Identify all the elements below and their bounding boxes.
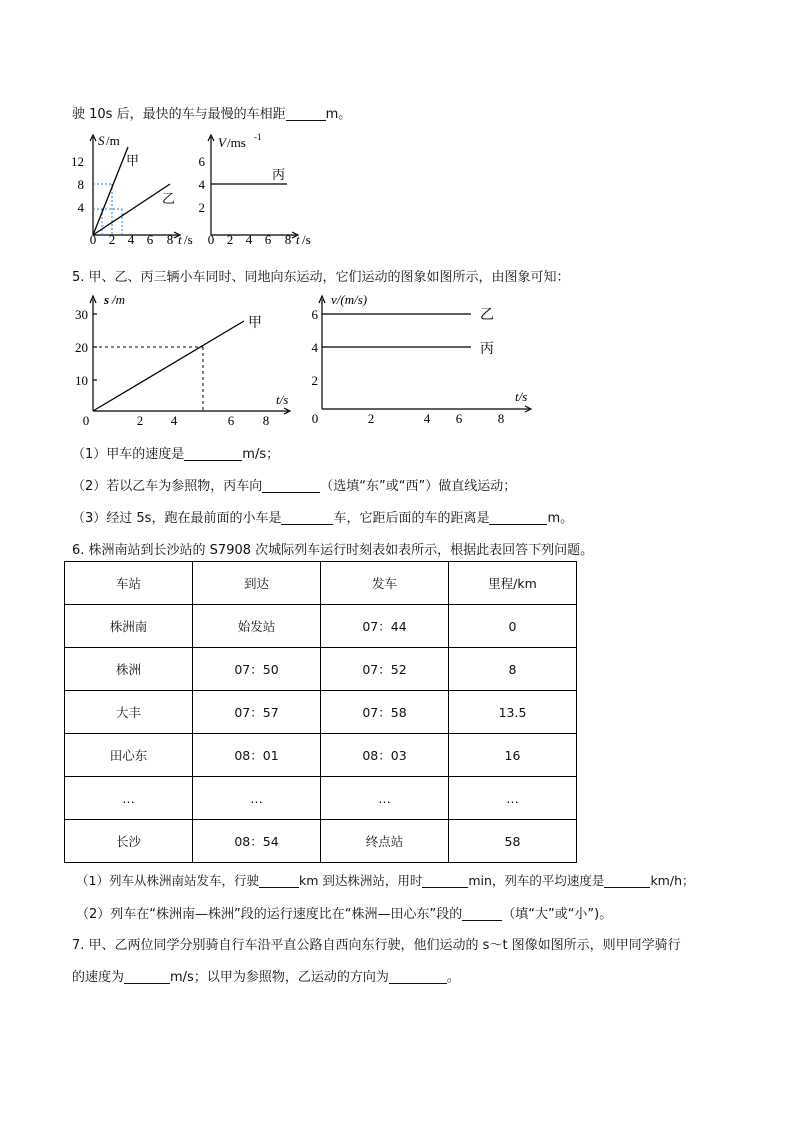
table-cell: 0	[449, 605, 577, 648]
series-yi-label: 乙	[162, 191, 176, 206]
axis-label-v: V	[218, 135, 226, 150]
xtick-label: 2	[226, 232, 234, 247]
axis-label-t-unit: /s	[184, 232, 193, 247]
table-cell: 07：50	[193, 648, 321, 691]
q5-sub1-unit: m/s；	[242, 447, 280, 462]
q6-sub1-text: km 到达株洲站，用时	[298, 873, 423, 888]
ytick-label: 30	[75, 307, 88, 322]
series-yi-line	[93, 184, 170, 235]
series-yi-label: 乙	[480, 308, 494, 323]
xtick-label: 4	[170, 413, 178, 428]
table-cell: …	[449, 777, 577, 820]
q5-sub2-hint: （选填“东”或“西”）做直线运动；	[320, 479, 517, 494]
q4-vt-chart	[196, 131, 326, 246]
q5-sub3-mid: 车，它距后面的车的距离是	[333, 511, 490, 526]
ytick-label: 4	[311, 340, 318, 355]
table-row	[65, 691, 577, 734]
series-bing-label: 丙	[480, 342, 494, 357]
answer-blank[interactable]	[422, 873, 468, 888]
table-cell: 16	[449, 734, 577, 777]
answer-blank[interactable]	[286, 106, 326, 121]
axis-label-t: t/s	[276, 392, 289, 407]
ytick-label: 8	[77, 177, 84, 192]
table-row	[65, 734, 577, 777]
q6-sub2-text: （2）列车在“株洲南—株洲”段的运行速度比在“株洲—田心东”段的	[76, 907, 463, 922]
answer-blank[interactable]	[489, 510, 547, 525]
q6-stem: 6. 株洲南站到长沙站的 S7908 次城际列车运行时刻表如表所示，根据此表回答下列问题。	[72, 543, 594, 558]
q4-st-chart	[66, 131, 206, 246]
table-row	[65, 605, 577, 648]
table-header: 发车	[321, 562, 449, 605]
ytick-label: 2	[198, 200, 205, 215]
table-cell: 始发站	[193, 605, 321, 648]
table-cell: 大丰	[65, 691, 193, 734]
xtick-label: 2	[108, 232, 116, 247]
xtick-label: 2	[367, 411, 375, 426]
q7-text: 的速度为	[72, 970, 125, 985]
q6-sub1-unit: km/h；	[650, 873, 695, 888]
ytick-label: 20	[75, 340, 88, 355]
axis-label-t: t/s	[515, 389, 528, 404]
q6-sub1	[76, 871, 695, 889]
xtick-label: 8	[262, 413, 270, 428]
train-timetable	[64, 561, 577, 863]
xtick-label: 4	[423, 411, 431, 426]
axis-label-v: v/(m/s)	[331, 292, 368, 307]
axis-label-s-unit: /m	[112, 292, 125, 307]
xtick-label: 8	[166, 232, 174, 247]
q4-tail-text: 驶 10s 后，最快的车与最慢的车相距	[72, 107, 286, 122]
ytick-label: 6	[198, 154, 205, 169]
table-header: 车站	[65, 562, 193, 605]
axis-label-t: t	[178, 232, 182, 247]
table-cell: 株洲南	[65, 605, 193, 648]
q4-tail-unit: m。	[325, 107, 352, 122]
table-row	[65, 820, 577, 863]
table-cell: 08：01	[193, 734, 321, 777]
answer-blank[interactable]	[389, 969, 447, 984]
table-cell: 08：54	[193, 820, 321, 863]
table-cell: 13.5	[449, 691, 577, 734]
series-jia-label: 甲	[126, 153, 140, 168]
xtick-label: 0	[311, 411, 319, 426]
xtick-label: 4	[127, 232, 135, 247]
ytick-label: 6	[311, 307, 318, 322]
q5-vt-chart	[305, 291, 535, 426]
ytick-label: 2	[311, 373, 318, 388]
q7-text: 。	[446, 970, 460, 985]
q6-sub2	[76, 903, 612, 922]
ytick-label: 12	[71, 154, 84, 169]
table-cell: 07：44	[321, 605, 449, 648]
xtick-label: 0	[82, 413, 90, 428]
xtick-label: 6	[455, 411, 463, 426]
xtick-label: 6	[264, 232, 272, 247]
axis-label-s-unit: /m	[106, 133, 120, 148]
table-cell: …	[65, 777, 193, 820]
answer-blank[interactable]	[262, 478, 320, 493]
table-cell: 07：57	[193, 691, 321, 734]
table-cell: …	[193, 777, 321, 820]
xtick-label: 6	[146, 232, 154, 247]
ytick-label: 4	[198, 177, 205, 192]
answer-blank[interactable]	[124, 969, 170, 984]
xtick-label: 2	[136, 413, 144, 428]
table-cell: 07：52	[321, 648, 449, 691]
q7-stem: 7. 甲、乙两位同学分别骑自行车沿平直公路自西向东行驶，他们运动的 s～t 图像如图所示，则甲同学骑行	[72, 938, 681, 953]
series-jia-line	[93, 321, 244, 411]
axis-label-s: s	[104, 292, 110, 307]
table-row	[65, 648, 577, 691]
answer-blank[interactable]	[462, 906, 502, 921]
q5-sub3	[72, 507, 573, 526]
xtick-label: 6	[227, 413, 235, 428]
q5-sub2-text: （2）若以乙车为参照物，丙车向	[72, 479, 263, 494]
q4-tail-line	[72, 103, 351, 122]
series-bing-label: 丙	[272, 167, 286, 182]
xtick-label: 0	[207, 232, 215, 247]
table-cell: 07：58	[321, 691, 449, 734]
axis-label-t: t	[296, 232, 300, 247]
table-header: 里程/km	[449, 562, 577, 605]
q5-sub1	[72, 443, 279, 462]
series-jia-line	[93, 147, 128, 235]
q5-st-chart	[62, 291, 292, 426]
q6-sub1-text: min，列车的平均速度是	[468, 873, 605, 888]
table-header-row	[65, 562, 577, 605]
xtick-label: 0	[89, 232, 97, 247]
table-cell: …	[321, 777, 449, 820]
axis-label-s: S	[98, 133, 105, 148]
table-cell: 08：03	[321, 734, 449, 777]
table-cell: 长沙	[65, 820, 193, 863]
answer-blank[interactable]	[281, 510, 333, 525]
q5-sub3-unit: m。	[547, 511, 574, 526]
axis-label-v-unit: /ms	[227, 135, 246, 150]
q5-stem: 5. 甲、乙、丙三辆小车同时、同地向东运动，它们运动的图象如图所示，由图象可知：	[72, 270, 570, 285]
table-cell: 8	[449, 648, 577, 691]
q6-sub1-text: （1）列车从株洲南站发车，行驶	[76, 873, 259, 888]
table-cell: 58	[449, 820, 577, 863]
table-cell: 终点站	[321, 820, 449, 863]
answer-blank[interactable]	[259, 873, 299, 888]
q7-line2	[72, 966, 460, 985]
xtick-label: 4	[245, 232, 253, 247]
answer-blank[interactable]	[604, 873, 650, 888]
table-header: 到达	[193, 562, 321, 605]
table-cell: 株洲	[65, 648, 193, 691]
answer-blank[interactable]	[184, 446, 242, 461]
q5-sub1-text: （1）甲车的速度是	[72, 447, 185, 462]
q7-text: m/s；以甲为参照物，乙运动的方向为	[170, 970, 389, 985]
ytick-label: 10	[75, 373, 88, 388]
table-row	[65, 777, 577, 820]
q5-sub3-text: （3）经过 5s，跑在最前面的小车是	[72, 511, 282, 526]
ytick-label: 4	[77, 200, 84, 215]
xtick-label: 8	[284, 232, 292, 247]
q6-sub2-hint: （填“大”或“小”)。	[502, 907, 613, 922]
table-cell: 田心东	[65, 734, 193, 777]
xtick-label: 8	[497, 411, 505, 426]
series-jia-label: 甲	[248, 316, 262, 331]
q5-sub2	[72, 475, 516, 494]
axis-label-v-exp: -1	[254, 132, 262, 142]
axis-label-t-unit: /s	[302, 232, 311, 247]
